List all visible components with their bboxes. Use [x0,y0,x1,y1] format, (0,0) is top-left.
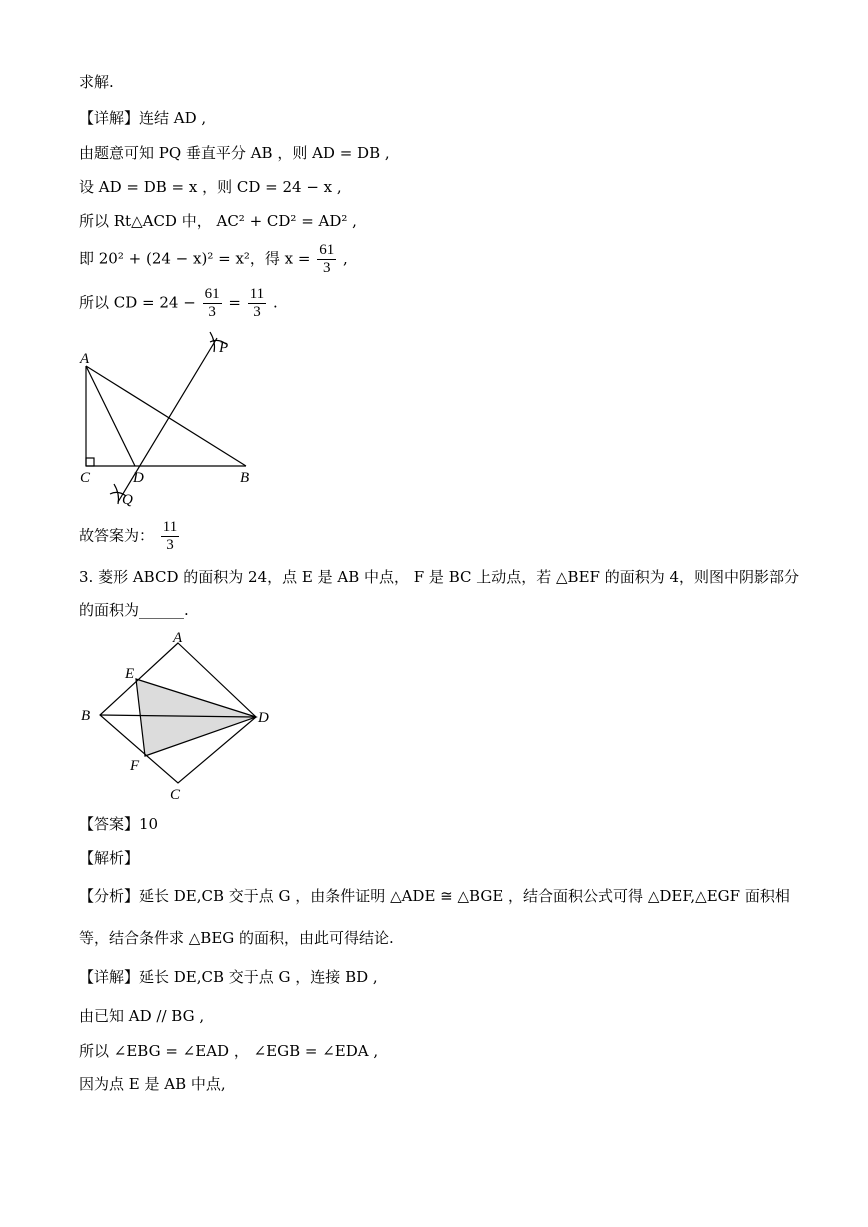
detail-text: 所以 ∠EBG = ∠EAD ， ∠EGB = ∠EDA , [79,1042,379,1060]
equation-text: 即 20² + (24 − x)² = x²，得 x = [79,249,311,268]
fraction-numerator: 11 [162,519,178,535]
point-label-e: E [125,666,135,682]
equation-text: . [272,293,278,312]
fraction-numerator: 11 [249,286,265,302]
text-line: 所以 Rt△ACD 中， AC² + CD² = AD² , [79,212,357,230]
equation-text: 所以 CD = 24 − [79,293,196,312]
point-label-p: P [219,340,229,356]
detail-text: 【详解】延长 DE,CB 交于点 G ，连接 BD , [79,968,378,986]
fraction [203,286,222,321]
point-label-a: A [80,351,90,367]
point-label-a: A [173,630,183,646]
text-line: 【详解】连结 AD , [79,109,207,127]
fraction-numerator: 61 [204,286,220,302]
fraction [317,242,336,277]
question-text: 3. 菱形 ABCD 的面积为 24，点 E 是 AB 中点， F 是 BC 上动点，若 △BEF 的面积为 4，则图中阴影部分 [79,568,800,586]
figure-right-triangle [70,330,290,510]
equation-line [79,286,278,321]
text-line: 设 AD = DB = x ，则 CD = 24 − x , [79,178,342,196]
shaded-triangle [136,679,256,756]
point-label-b: B [81,708,91,724]
equation-text: , [343,249,348,268]
answer-line [79,519,181,554]
analysis-label: 【解析】 [79,849,140,867]
point-label-d: D [133,470,144,486]
detail-text: 因为点 E 是 AB 中点, [79,1075,226,1093]
question-text: 的面积为______. [79,601,189,619]
point-label-q: Q [122,492,133,508]
equation-text: = [228,293,241,312]
fraction-denominator: 3 [323,260,331,276]
fraction-denominator: 3 [253,304,261,320]
figure-rhombus [70,625,290,810]
point-label-d: D [258,710,269,726]
point-label-c: C [80,470,91,486]
point-label-b: B [240,470,250,486]
equation-line [79,242,348,277]
analysis-text: 等，结合条件求 △BEG 的面积，由此可得结论. [79,929,394,947]
detail-text: 由已知 AD // BG , [79,1007,205,1025]
answer-prefix: 故答案为： [79,526,155,545]
point-label-f: F [130,758,140,774]
fraction-numerator: 61 [319,242,335,258]
text-line: 求解. [79,73,114,91]
fraction-denominator: 3 [208,304,216,320]
answer-label: 【答案】10 [79,815,159,833]
analysis-text: 【分析】延长 DE,CB 交于点 G ，由条件证明 △ADE ≅ △BGE ，结合面积公式可得 △DEF,△EGF 面积相 [79,887,790,905]
fraction [248,286,266,321]
fraction [161,519,179,554]
text-line: 由题意可知 PQ 垂直平分 AB ，则 AD = DB , [79,144,390,162]
point-label-c: C [170,787,181,803]
fraction-denominator: 3 [166,537,174,553]
